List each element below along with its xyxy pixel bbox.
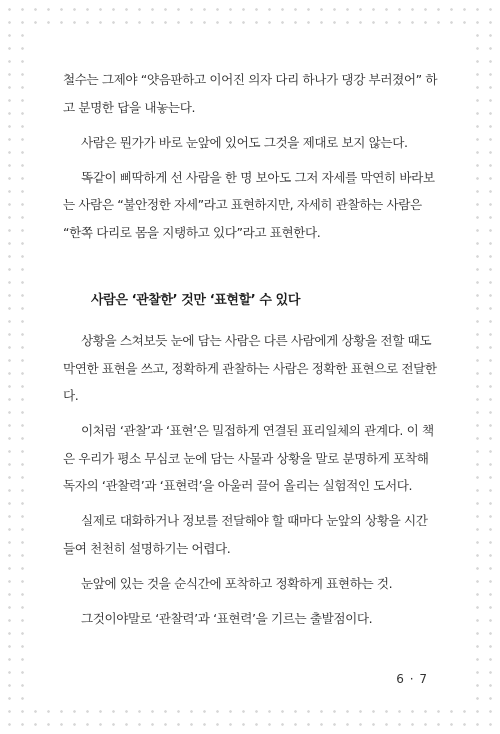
paragraph: 그것이야말로 ‘관찰력’과 ‘표현력’을 기르는 출발점이다. [81,610,373,626]
section-heading: 사람은 ‘관찰한’ 것만 ‘표현할’ 수 있다 [91,293,300,308]
paragraph: 실제로 대화하거나 정보를 전달해야 할 때마다 눈앞의 상황을 시간 들여 천천히 설명하기는 어렵다. [63,513,428,556]
paragraph: 이처럼 ‘관찰’과 ‘표현’은 밀접하게 연결된 표리일체의 관계다. 이 책은 우리가 평소 무심코 눈에 담는 사물과 상황을 말로 분명하게 포착해 독자의 ‘관찰력’과 ‘표현력’을 아울러 끌어 올리는 실험적인 도서다. [63,423,434,493]
paragraph-block-2 [63,327,441,632]
page-number: 6 · 7 [396,672,428,686]
paragraph: 눈앞에 있는 것을 순식간에 포착하고 정확하게 표현하는 것. [81,575,393,591]
paragraph: 상황을 스쳐보듯 눈에 담는 사람은 다른 사람에게 상황을 전할 때도 막연한 표현을 쓰고, 정확하게 관찰하는 사람은 정확한 표현으로 전달한다. [63,333,437,403]
paragraph: 똑같이 삐딱하게 선 사람을 한 명 보아도 그저 자세를 막연히 바라보는 사람은 “불안정한 자세”라고 표현하지만, 자세히 관찰하는 사람은 “한쪽 다리로 몸을 지탱하고 있다”라고 표현한다. [63,169,435,240]
paragraph: 사람은 뭔가가 바로 눈앞에 있어도 그것을 제대로 보지 않는다. [81,134,408,150]
paragraph-block-1 [63,66,441,246]
paragraph: 철수는 그제야 “얏음판하고 이어진 의자 다리 하나가 댕강 부러졌어” 하고 분명한 답을 내놓는다. [63,72,438,115]
